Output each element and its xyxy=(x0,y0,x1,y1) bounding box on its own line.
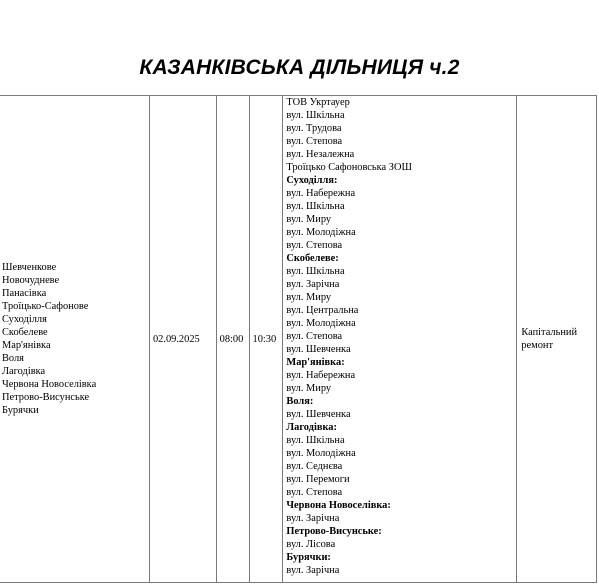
settlement-heading: Петрово-Висунське: xyxy=(286,526,382,537)
settlement-item: Шевченкове xyxy=(2,262,57,273)
settlement-item: Новочудневе xyxy=(2,275,60,286)
street-item: вул. Шевченка xyxy=(286,344,351,355)
settlement-heading: Мар'янівка: xyxy=(286,357,345,368)
time-start-cell: 08:00 xyxy=(216,96,249,583)
street-item: вул. Степова xyxy=(286,487,343,498)
reason-cell: Капітальний ремонт xyxy=(517,96,597,583)
settlement-item: Суходілля xyxy=(2,314,47,325)
street-item: вул. Шкільна xyxy=(286,201,345,212)
settlement-item: Лагодівка xyxy=(2,366,46,377)
street-item: вул. Шкільна xyxy=(286,266,345,277)
settlement-heading: Червона Новоселівка: xyxy=(286,500,391,511)
settlement-item: Бурячки xyxy=(2,405,39,416)
settlement-heading: Бурячки: xyxy=(286,552,331,563)
table-row xyxy=(0,96,597,583)
street-item: вул. Незалежна xyxy=(286,149,355,160)
settlement-heading: Лагодівка: xyxy=(286,422,337,433)
street-item: вул. Набережна xyxy=(286,370,356,381)
time-end-cell: 10:30 xyxy=(249,96,283,583)
street-item: Троїцько Сафоновська ЗОШ xyxy=(286,162,412,173)
streets-list xyxy=(286,96,516,577)
date-cell: 02.09.2025 xyxy=(149,96,216,583)
street-item: вул. Зарічна xyxy=(286,513,340,524)
street-item: вул. Молодіжна xyxy=(286,318,356,329)
settlements-list xyxy=(2,261,149,417)
street-item: вул. Зарічна xyxy=(286,279,340,290)
street-item: вул. Миру xyxy=(286,383,332,394)
settlement-item: Червона Новоселівка xyxy=(2,379,97,390)
street-item: вул. Зарічна xyxy=(286,565,340,576)
page-title: КАЗАНКІВСЬКА ДІЛЬНИЦЯ ч.2 xyxy=(139,56,460,79)
settlement-item: Троїцько-Сафонове xyxy=(2,301,89,312)
settlement-heading: Суходілля: xyxy=(286,175,338,186)
settlements-cell xyxy=(0,96,149,583)
street-item: вул. Шкільна xyxy=(286,435,345,446)
outage-table xyxy=(0,95,597,583)
street-item: ТОВ Укртауер xyxy=(286,97,350,108)
street-item: вул. Трудова xyxy=(286,123,342,134)
street-item: вул. Шкільна xyxy=(286,110,345,121)
settlement-heading: Воля: xyxy=(286,396,314,407)
settlement-heading: Скобелеве: xyxy=(286,253,339,264)
street-item: вул. Миру xyxy=(286,214,332,225)
street-item: вул. Степова xyxy=(286,331,343,342)
settlement-item: Мар'янівка xyxy=(2,340,51,351)
street-item: вул. Миру xyxy=(286,292,332,303)
street-item: вул. Степова xyxy=(286,240,343,251)
street-item: вул. Перемоги xyxy=(286,474,350,485)
settlement-item: Скобелеве xyxy=(2,327,48,338)
street-item: вул. Молодіжна xyxy=(286,227,356,238)
street-item: вул. Центральна xyxy=(286,305,359,316)
street-item: вул. Набережна xyxy=(286,188,356,199)
settlement-item: Петрово-Висунське xyxy=(2,392,90,403)
settlement-item: Панасівка xyxy=(2,288,47,299)
settlement-item: Воля xyxy=(2,353,24,364)
streets-cell xyxy=(283,96,517,583)
street-item: вул. Седнєва xyxy=(286,461,343,472)
street-item: вул. Лісова xyxy=(286,539,336,550)
street-item: вул. Молодіжна xyxy=(286,448,356,459)
street-item: вул. Степова xyxy=(286,136,343,147)
street-item: вул. Шевченка xyxy=(286,409,351,420)
